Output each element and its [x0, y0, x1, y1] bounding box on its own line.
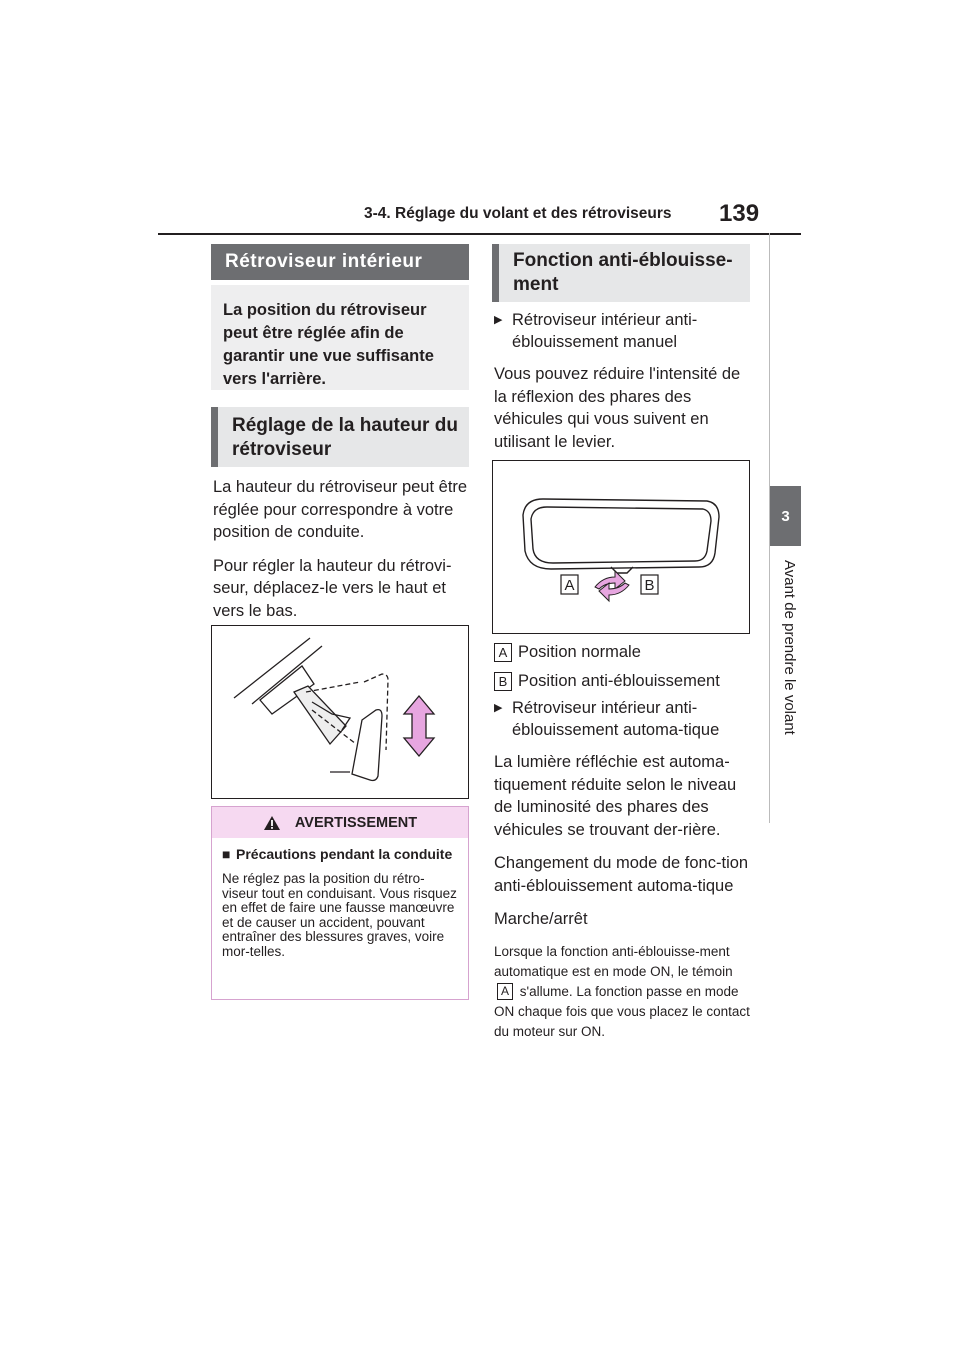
right-body-top [494, 309, 750, 453]
list-item [494, 309, 750, 353]
chapter-tab: 3 [770, 486, 801, 546]
paragraph: La hauteur du rétroviseur peut être réglée pour correspondre à votre position de conduite. [213, 478, 468, 541]
warning-title: AVERTISSEMENT [294, 814, 418, 831]
legend-item [494, 670, 750, 693]
right-body-bottom [494, 697, 750, 1042]
legend-badge: A [494, 643, 512, 662]
section-heading-text: Rétroviseur intérieur [225, 251, 423, 272]
subsection-heading [211, 407, 469, 467]
legend-text: Position normale [518, 643, 641, 661]
mirror-lever-illustration [493, 461, 749, 633]
small-note [494, 942, 750, 1042]
lever-arrows-icon [595, 571, 629, 601]
note-badge: A [497, 983, 513, 1000]
legend-text: Position anti-éblouissement [518, 671, 720, 690]
list-item-text: Rétroviseur intérieur anti-éblouissement manuel [512, 311, 698, 351]
square-bullet-icon: ■ [222, 846, 231, 862]
figure-label-b: B [644, 577, 655, 594]
note-text: s'allume. La fonction passe en mode ON chaque fois que vous placez le contact du moteur sur ON. [494, 983, 750, 1039]
chapter-tab-title: Avant de prendre le volant [781, 560, 798, 735]
paragraph: Pour régler la hauteur du rétrovi-seur, déplacez-le vers le haut et vers le bas. [213, 556, 452, 620]
paragraph: Marche/arrêt [494, 910, 588, 928]
page-number: 139 [719, 200, 760, 227]
figure-legend [494, 641, 750, 692]
intro-text: La position du rétroviseur peut être réglée afin de garantir une vue suffisante vers l'arrière. [223, 301, 434, 388]
paragraph: La lumière réfléchie est automa-tiquement réduite selon le niveau de luminosité des phares des véhicules se trouvant der-rière. [494, 753, 737, 839]
figure-mirror-lever [492, 460, 750, 634]
legend-badge: B [494, 672, 512, 691]
paragraph: Vous pouvez réduire l'intensité de la réflexion des phares des véhicules qui vous suivent en utilisant le levier. [494, 365, 741, 451]
section-heading-anti-eblouissement [492, 244, 750, 302]
figure-label-a: A [564, 577, 575, 594]
triangle-bullet-icon: ▶ [494, 702, 503, 714]
note-text: Lorsque la fonction anti-éblouisse-ment automatique est en mode ON, le témoin [494, 943, 733, 979]
warning-triangle-icon [263, 815, 281, 831]
body-text [494, 751, 750, 931]
intro-box [211, 285, 469, 390]
header-rule [158, 233, 801, 235]
warning-text: Ne réglez pas la position du rétro-viseur tout en conduisant. Vous risquez en effet de faire une fausse manœuvre et de causer un accident, pouvant entraîner des blessures graves, voire mor-telles. [222, 871, 457, 959]
warning-subtitle-text: Précautions pendant la conduite [236, 846, 453, 862]
triangle-bullet-icon: ▶ [494, 314, 503, 326]
warning-box [211, 806, 469, 1000]
section-heading-retroviseur [211, 244, 469, 280]
mirror-height-illustration [212, 626, 468, 798]
left-body [213, 476, 469, 633]
figure-mirror-height [211, 625, 469, 799]
warning-header [212, 807, 468, 838]
section-heading-text: Fonction anti-éblouisse-ment [513, 250, 733, 295]
list-item-text: Rétroviseur intérieur anti-éblouissement automa-tique [512, 699, 720, 739]
list-item [494, 697, 750, 741]
legend-item [494, 641, 750, 664]
running-header: 3-4. Réglage du volant et des rétroviseurs [364, 205, 672, 222]
subsection-heading-text: Réglage de la hauteur du rétroviseur [232, 415, 458, 460]
up-down-arrow-icon [404, 696, 434, 756]
paragraph: Changement du mode de fonc-tion anti-éblouissement automa-tique [494, 854, 749, 895]
warning-subtitle [222, 846, 458, 862]
